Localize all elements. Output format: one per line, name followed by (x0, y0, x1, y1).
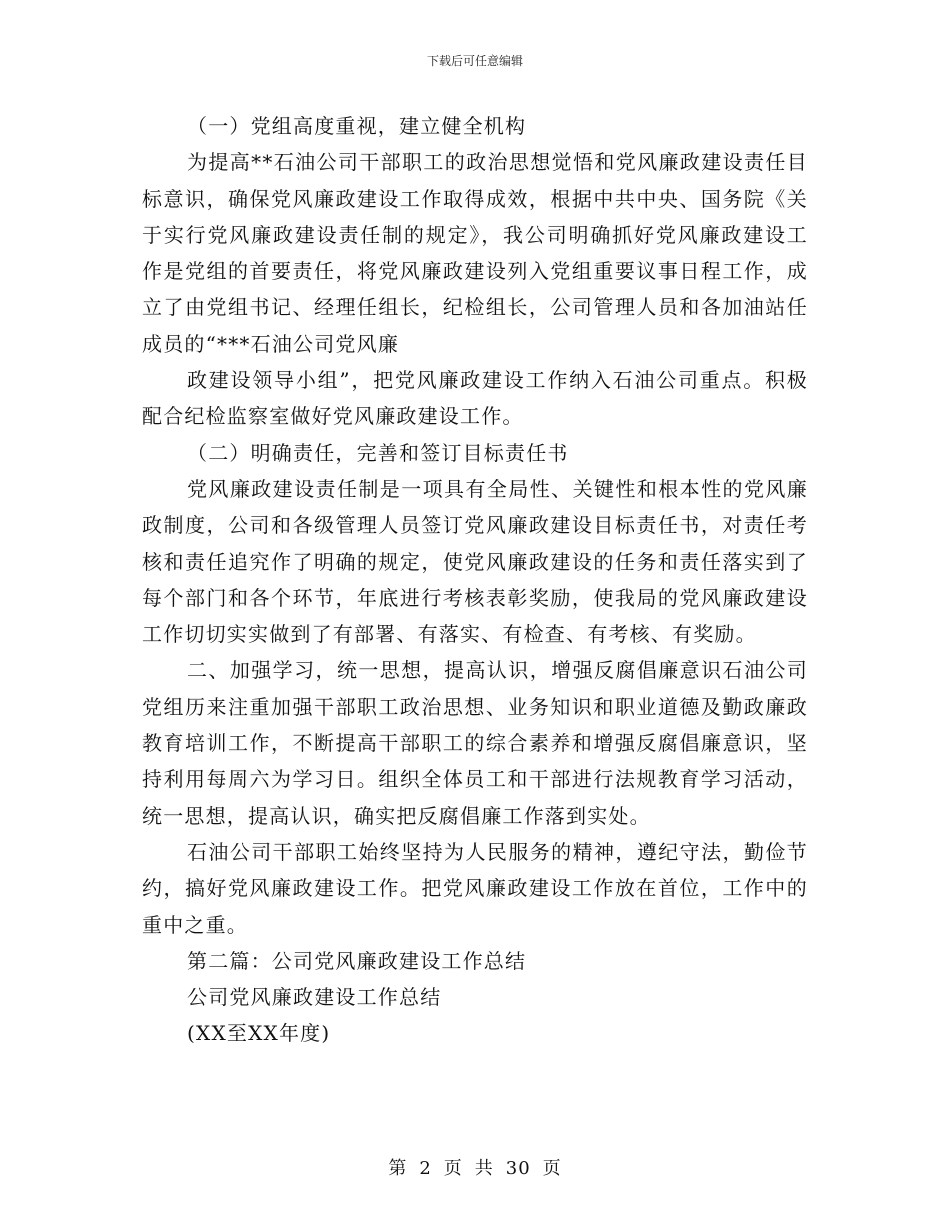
section-heading-1: （一）党组高度重视，建立健全机构 (187, 114, 527, 138)
page-number: 2 (419, 1158, 432, 1179)
chapter-title: 第二篇：公司党风廉政建设工作总结 (187, 948, 527, 973)
paragraph: 为提高**石油公司干部职工的政治思想觉悟和党风廉政建设责任目标意识，确保党风廉政建设工作取得成效，根据中共中央、国务院《关于实行党风廉政建设责任制的规定》，我公司明确抓好党风廉政建设工作是党组的首要责任，将党风廉政建设列入党组重要议事日程工作，成立了由党组书记、经理任组长，纪检组长，公司管理人员和各加油站任成员的“***石油公司党风廉 (142, 150, 808, 356)
section-heading-2: （二）明确责任，完善和签订目标责任书 (187, 440, 569, 465)
paragraph: 二、加强学习，统一思想，提高认识，增强反腐倡廉意识石油公司党组历来注重加强干部职工政治思想、业务知识和职业道德及勤政廉政教育培训工作，不断提高干部职工的综合素养和增强反腐倡廉意识，坚持利用每周六为学习日。组织全体员工和干部进行法规教育学习活动，统一思想，提高认识，确实把反腐倡廉工作落到实处。 (142, 658, 808, 828)
total-prefix: 共 (474, 1158, 494, 1179)
document-year-range: (XX至XX年度) (187, 1021, 331, 1046)
document-body (142, 108, 808, 1052)
page-footer (0, 1154, 950, 1180)
page-prefix: 第 (388, 1158, 408, 1179)
paragraph: 政建设领导小组”，把党风廉政建设工作纳入石油公司重点。积极配合纪检监察室做好党风廉政建设工作。 (142, 368, 808, 429)
page-header: 下载后可任意编辑 (426, 54, 523, 68)
total-pages: 30 (505, 1158, 531, 1179)
total-suffix: 页 (542, 1158, 562, 1179)
paragraph: 党风廉政建设责任制是一项具有全局性、关键性和根本性的党风廉政制度，公司和各级管理人员签订党风廉政建设目标责任书，对责任考核和责任追究作了明确的规定，使党风廉政建设的任务和责任落实到了每个部门和各个环节，年底进行考核表彰奖励，使我局的党风廉政建设工作切切实实做到了有部署、有落实、有检查、有考核、有奖励。 (142, 476, 808, 647)
page-mid: 页 (443, 1158, 463, 1179)
document-title: 公司党风廉政建设工作总结 (187, 985, 442, 1010)
paragraph: 石油公司干部职工始终坚持为人民服务的精神，遵纪守法，勤俭节约，搞好党风廉政建设工作。把党风廉政建设工作放在首位，工作中的重中之重。 (142, 839, 808, 937)
